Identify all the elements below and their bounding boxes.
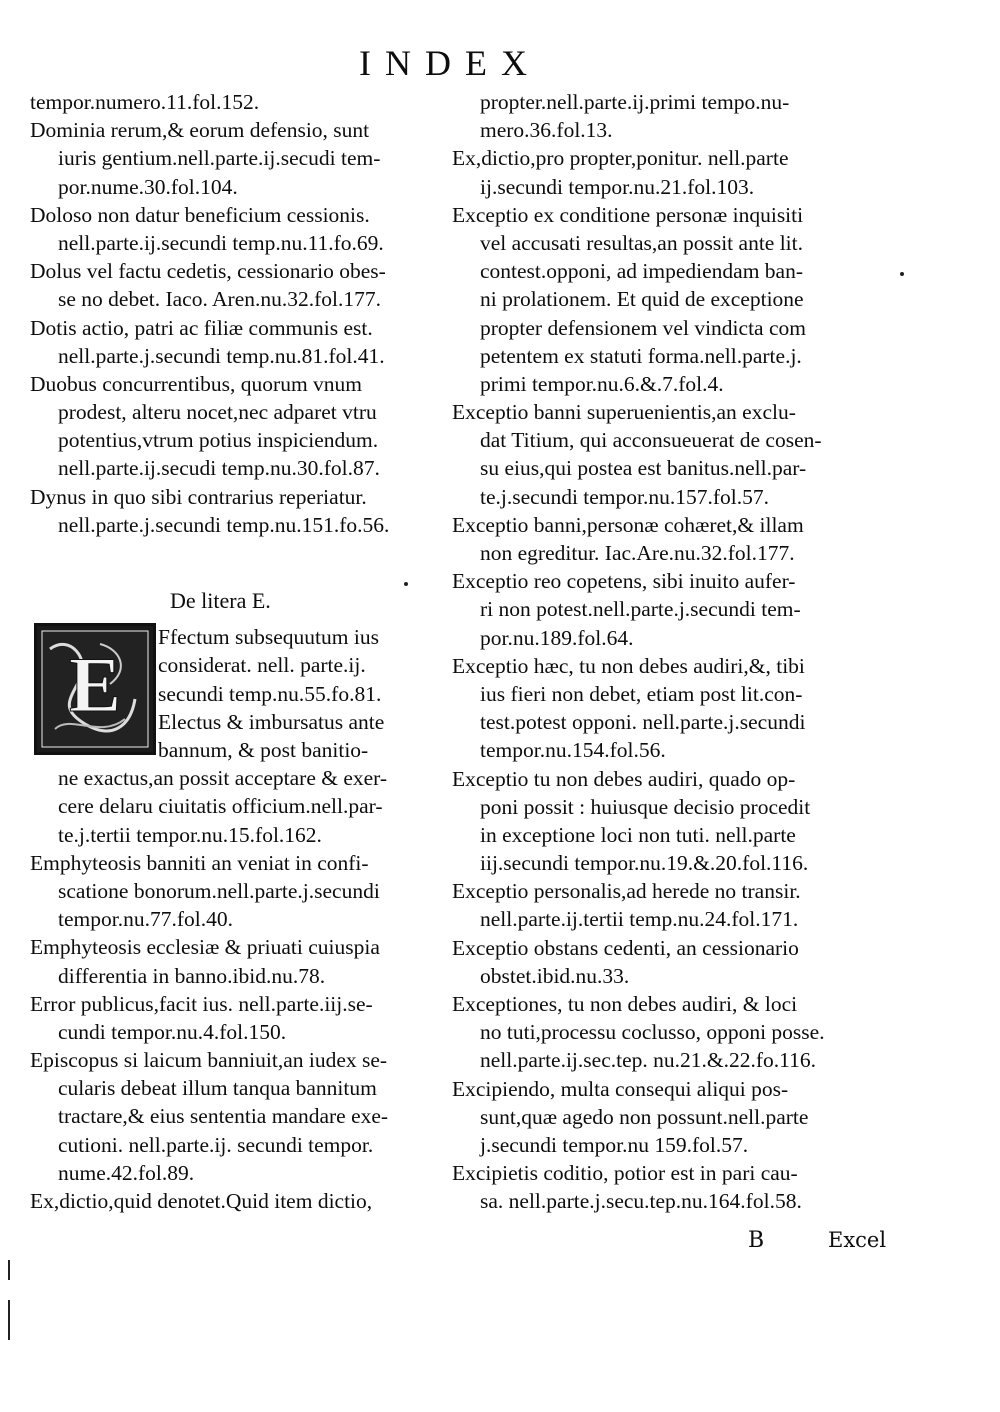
index-entry-line: differentia in banno.ibid.nu.78. bbox=[58, 963, 326, 988]
index-entry bbox=[30, 314, 450, 370]
index-entry-line: nume.42.fol.89. bbox=[58, 1160, 195, 1185]
index-entry-line: potentius,vtrum potius inspiciendum. bbox=[58, 428, 379, 453]
index-entry bbox=[30, 483, 450, 539]
initial-entry-line: cere delaru ciuitatis officium.nell.par- bbox=[58, 794, 383, 819]
index-entry-head: Dynus in quo sibi contrarius reperiatur. bbox=[30, 484, 367, 509]
index-entry-head: Ex,dictio,quid denotet.Quid item dictio, bbox=[30, 1189, 373, 1213]
index-entry bbox=[30, 1187, 450, 1215]
index-entry bbox=[452, 652, 882, 765]
section-heading: De litera E. bbox=[170, 588, 271, 613]
catchword: Excel bbox=[828, 1228, 887, 1252]
index-entry-line: primi tempor.nu.6.&.7.fol.4. bbox=[480, 371, 724, 396]
index-entry-line: cularis debeat illum tanqua bannitum bbox=[58, 1076, 377, 1101]
svg-text:E: E bbox=[68, 641, 122, 729]
index-entry-line: petentem ex statuti forma.nell.parte.j. bbox=[480, 343, 802, 368]
index-entry-line: ri non potest.nell.parte.j.secundi tem- bbox=[480, 597, 801, 622]
initial-entry-line: secundi temp.nu.55.fo.81. bbox=[158, 681, 382, 706]
index-entry-head: Emphyteosis ecclesiæ & priuati cuiuspia bbox=[30, 935, 380, 960]
index-entry-line: por.nu.189.fol.64. bbox=[480, 625, 634, 650]
index-entry-head: Exceptio hæc, tu non debes audiri,&, tibi bbox=[452, 653, 805, 678]
index-entry-line: no tuti,processu coclusso, opponi posse. bbox=[480, 1020, 825, 1045]
index-entry-line: in exceptione loci non tuti. nell.parte bbox=[480, 822, 796, 847]
initial-entry-line: ne exactus,an possit acceptare & exer- bbox=[58, 766, 388, 791]
index-entry-line: scatione bonorum.nell.parte.j.secundi bbox=[58, 878, 380, 903]
index-entry-head: Dotis actio, patri ac filiæ communis est. bbox=[30, 315, 373, 340]
index-entry-line: poni possit : huiusque decisio procedit bbox=[480, 794, 811, 819]
index-entry-head: Error publicus,facit ius. nell.parte.iij.se- bbox=[30, 991, 373, 1016]
index-entry-head: Exceptio tu non debes audiri, quado op- bbox=[452, 766, 796, 791]
index-entry-line: ij.secundi tempor.nu.21.fol.103. bbox=[480, 174, 755, 199]
left-column bbox=[30, 88, 450, 1215]
index-entry-head: Exceptio personalis,ad herede no transir. bbox=[452, 879, 801, 904]
index-entry-line: tempor.nu.154.fol.56. bbox=[480, 738, 666, 763]
initial-entry-line: te.j.tertii tempor.nu.15.fol.162. bbox=[58, 822, 322, 847]
index-entry-line: por.nume.30.fol.104. bbox=[58, 174, 238, 199]
index-entry-head: Exceptio obstans cedenti, an cessionario bbox=[452, 935, 799, 960]
index-entry-line: dat Titium, qui acconsueuerat de cosen- bbox=[480, 428, 822, 453]
index-entry-line: tempor.nu.77.fol.40. bbox=[58, 907, 233, 932]
index-entry-line: se no debet. Iaco. Aren.nu.32.fol.177. bbox=[58, 287, 382, 312]
index-entry-line: j.secundi tempor.nu 159.fol.57. bbox=[480, 1132, 749, 1157]
index-entry-line: nell.parte.ij.secundi temp.nu.11.fo.69. bbox=[58, 230, 384, 255]
index-entry bbox=[452, 398, 882, 511]
index-entry-head: Excipietis coditio, potior est in pari cau- bbox=[452, 1161, 798, 1186]
index-entry-line: vel accusati resultas,an possit ante lit. bbox=[480, 230, 804, 255]
index-entry bbox=[452, 567, 882, 652]
index-entry bbox=[452, 511, 882, 567]
index-entry-head: Emphyteosis banniti an veniat in confi- bbox=[30, 850, 369, 875]
index-entry-line: nell.parte.j.secundi temp.nu.81.fol.41. bbox=[58, 343, 385, 368]
index-entry-head: Episcopus si laicum banniuit,an iudex se- bbox=[30, 1048, 388, 1073]
index-entry bbox=[452, 144, 882, 200]
index-entry bbox=[30, 990, 450, 1046]
ink-speck bbox=[404, 582, 408, 586]
index-entry bbox=[30, 849, 450, 934]
index-entry-line: non egreditur. Iac.Are.nu.32.fol.177. bbox=[480, 541, 795, 565]
initial-entry-line: Electus & imbursatus ante bbox=[158, 709, 385, 734]
index-entry bbox=[452, 1075, 882, 1160]
index-entry-line: iij.secundi tempor.nu.19.&.20.fol.116. bbox=[480, 851, 809, 876]
index-entry-line: test.potest opponi. nell.parte.j.secundi bbox=[480, 710, 806, 735]
index-entry-line: nell.parte.ij.sec.tep. nu.21.&.22.fo.116. bbox=[480, 1048, 816, 1073]
initial-entry-line: considerat. nell. parte.ij. bbox=[158, 653, 366, 678]
index-entry-line: mero.36.fol.13. bbox=[480, 118, 613, 143]
signature-mark: B bbox=[748, 1228, 765, 1253]
index-entry-line: cutioni. nell.parte.ij. secundi tempor. bbox=[58, 1132, 374, 1157]
ink-speck bbox=[900, 272, 904, 276]
index-entry-line: ni prolationem. Et quid de exceptione bbox=[480, 287, 804, 312]
right-column bbox=[452, 88, 882, 1216]
index-entry-line: sa. nell.parte.j.secu.tep.nu.164.fol.58. bbox=[480, 1189, 802, 1214]
initial-entry-line: Ffectum subsequutum ius bbox=[158, 625, 379, 650]
index-entry-line: ius fieri non debet, etiam post lit.con- bbox=[480, 681, 803, 706]
index-entry bbox=[30, 933, 450, 989]
decorated-initial-entry bbox=[30, 623, 450, 792]
index-entry-head: Excipiendo, multa consequi aliqui pos- bbox=[452, 1076, 789, 1101]
index-entry-line: propter defensionem vel vindicta com bbox=[480, 315, 806, 340]
index-entry-line: prodest, alteru nocet,nec adparet vtru bbox=[58, 400, 377, 425]
index-entry-head: Ex,dictio,pro propter,ponitur. nell.parte bbox=[452, 146, 789, 171]
index-entry-line: nell.parte.j.secundi temp.nu.151.fo.56. bbox=[58, 512, 390, 537]
index-entry-head: Exceptio ex conditione personæ inquisiti bbox=[452, 202, 804, 227]
index-entry-line: contest.opponi, ad impediendam ban- bbox=[480, 259, 804, 284]
index-entry-head: Dominia rerum,& eorum defensio, sunt bbox=[30, 118, 370, 143]
index-entry-line: cundi tempor.nu.4.fol.150. bbox=[58, 1019, 287, 1044]
index-entry-head: Exceptio banni superuenientis,an exclu- bbox=[452, 400, 796, 425]
index-entry-head: tempor.numero.11.fol.152. bbox=[30, 90, 260, 114]
index-entry-head: propter.nell.parte.ij.primi tempo.nu- bbox=[480, 90, 790, 114]
page-header-title: INDEX bbox=[359, 43, 541, 83]
index-entry bbox=[452, 990, 882, 1075]
index-entry bbox=[452, 1159, 882, 1215]
index-entry bbox=[452, 88, 882, 144]
index-entry-line: te.j.secundi tempor.nu.157.fol.57. bbox=[480, 484, 770, 509]
index-entry-line: iuris gentium.nell.parte.ij.secudi tem- bbox=[58, 146, 381, 171]
index-entry-line: su eius,qui postea est banitus.nell.par- bbox=[480, 456, 807, 481]
index-entry bbox=[452, 934, 882, 990]
index-entry bbox=[452, 201, 882, 398]
index-entry-head: Dolus vel factu cedetis, cessionario obes- bbox=[30, 259, 386, 284]
margin-mark bbox=[8, 1300, 10, 1340]
index-entry-line: nell.parte.ij.tertii temp.nu.24.fol.171. bbox=[480, 907, 799, 932]
index-entry bbox=[30, 201, 450, 257]
index-entry bbox=[30, 370, 450, 483]
decorated-initial-letter bbox=[34, 623, 156, 755]
index-entry bbox=[30, 88, 450, 116]
index-entry-line: obstet.ibid.nu.33. bbox=[480, 963, 630, 988]
index-entry-head: Exceptiones, tu non debes audiri, & loci bbox=[452, 992, 798, 1016]
index-entry-line: tractare,& eius sententia mandare exe- bbox=[58, 1104, 389, 1129]
margin-mark bbox=[8, 1260, 10, 1280]
index-entry-line: nell.parte.ij.secudi temp.nu.30.fol.87. bbox=[58, 456, 380, 481]
index-entry-line: sunt,quæ agedo non possunt.nell.parte bbox=[480, 1104, 809, 1129]
index-entry-head: Duobus concurrentibus, quorum vnum bbox=[30, 371, 363, 396]
index-entry bbox=[452, 877, 882, 933]
index-entry bbox=[30, 257, 450, 313]
index-entry bbox=[30, 1046, 450, 1187]
index-entry bbox=[452, 765, 882, 878]
index-entry-head: Exceptio banni,personæ cohæret,& illam bbox=[452, 512, 804, 537]
index-entry bbox=[30, 116, 450, 201]
initial-entry-line: bannum, & post banitio- bbox=[158, 737, 369, 762]
index-entry-head: Exceptio reo copetens, sibi inuito aufer- bbox=[452, 569, 796, 594]
index-entry-head: Doloso non datur beneficium cessionis. bbox=[30, 202, 370, 227]
